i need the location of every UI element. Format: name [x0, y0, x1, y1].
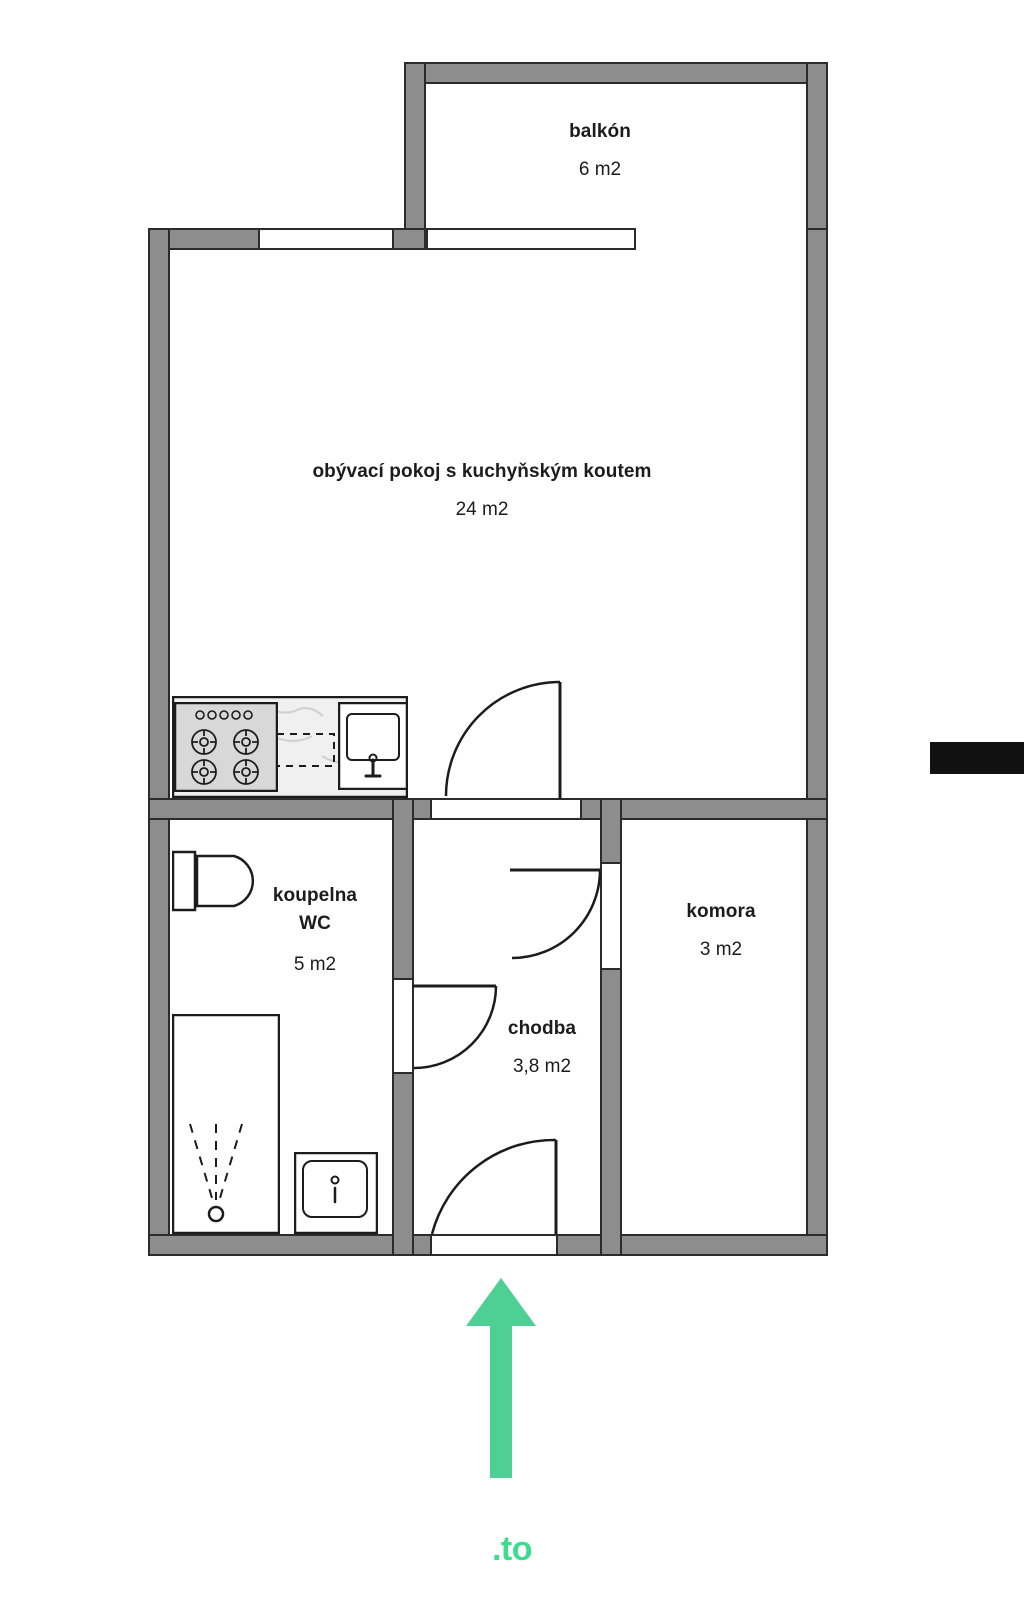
balcony-wall-top	[404, 62, 828, 84]
komora-floor	[622, 820, 806, 1234]
room-name-bathroom: koupelna	[272, 885, 358, 906]
door-swing-entrance	[428, 1138, 558, 1238]
balcony-wall-left	[404, 62, 426, 246]
room-name-komora: komora	[686, 901, 756, 922]
shower-tray-icon	[172, 1014, 280, 1234]
room-label-bathroom	[222, 882, 408, 979]
room-name-balkon: balkón	[569, 121, 631, 142]
room-label-balkon	[448, 118, 752, 183]
room-area-balkon: 6 m2	[578, 158, 622, 180]
door-opening-living-hall	[430, 798, 582, 820]
washbasin-icon	[294, 1152, 378, 1234]
door-swing-komora	[508, 866, 604, 966]
balcony-wall-right	[806, 62, 828, 246]
room-area-bathroom: 5 m2	[293, 954, 337, 976]
logo: .to	[491, 1530, 533, 1568]
balcony-door-opening	[426, 228, 636, 250]
window-living-top-left	[258, 228, 394, 250]
stove-cooktop-icon	[174, 702, 278, 792]
door-swing-living	[444, 680, 570, 800]
room-area-komora: 3 m2	[699, 938, 743, 960]
exterior-wall-left	[148, 228, 170, 1256]
room-label-chodba	[444, 1015, 640, 1080]
room-name-living-room: obývací pokoj s kuchyňským koutem	[312, 461, 652, 482]
room-label-living-room	[180, 458, 784, 523]
room-name-chodba: chodba	[507, 1018, 577, 1039]
room-name-wc: WC	[299, 912, 331, 934]
room-area-chodba: 3,8 m2	[512, 1055, 572, 1077]
exterior-wall-right	[806, 228, 828, 1256]
kitchen-sink-icon	[338, 702, 408, 790]
edge-marker	[930, 742, 1024, 774]
entrance-arrow	[466, 1278, 536, 1478]
room-area-living-room: 24 m2	[455, 498, 509, 520]
room-label-komora	[620, 898, 822, 963]
